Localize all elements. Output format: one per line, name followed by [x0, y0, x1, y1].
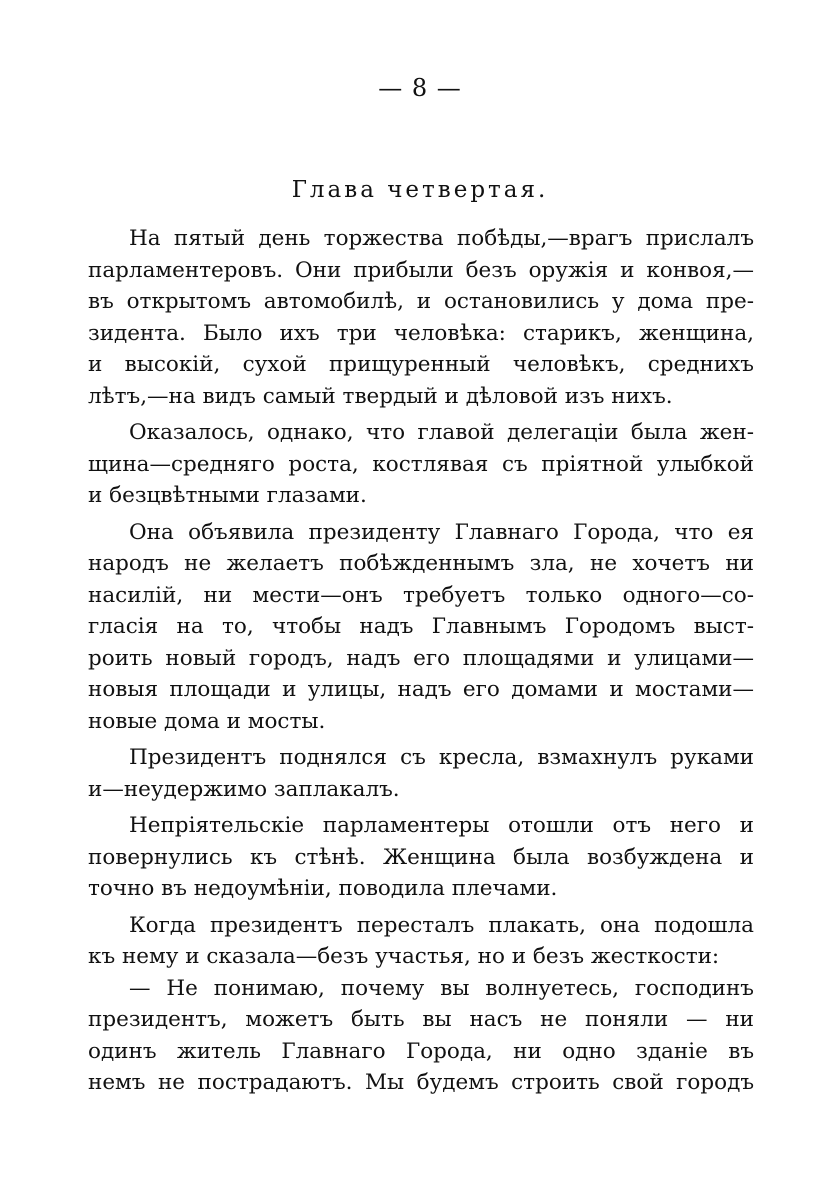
- text-line: парламентеровъ. Они прибыли безъ оружія и конвоя,—: [88, 257, 754, 283]
- text-line: лѣтъ,—на видъ самый твердый и дѣловой изъ нихъ.: [88, 383, 673, 409]
- text-line: немъ не пострадаютъ. Мы будемъ строить свой городъ: [88, 1070, 754, 1095]
- text-line: и высокій, сухой прищуренный человѣкъ, среднихъ: [88, 352, 754, 377]
- paragraph-7: [88, 973, 754, 1099]
- text-line: Президентъ поднялся съ кресла, взмахнулъ руками: [129, 745, 754, 770]
- text-line: Оказалось, однако, что главой делегаціи была жен-: [129, 420, 754, 445]
- text-line: роить новый городъ, надъ его площадями и улицами—: [88, 645, 754, 671]
- text-line: Когда президентъ пересталъ плакать, она подошла: [129, 912, 754, 938]
- page-number: — 8 —: [378, 74, 462, 102]
- text-line: Она объявила президенту Главнаго Города, что ея: [129, 519, 754, 545]
- text-line: Непріятельскіе парламентеры отошли отъ него и: [129, 813, 754, 838]
- text-line: президентъ, можетъ быть вы насъ не поняли — ни: [88, 1007, 754, 1032]
- text-line: новыя площади и улицы, надъ его домами и мостами—: [88, 677, 754, 702]
- text-line: На пятый день торжества побѣды,—врагъ прислалъ: [129, 226, 754, 251]
- text-line: новые дома и мосты.: [88, 708, 326, 734]
- chapter-title: Глава четвертая.: [291, 177, 549, 203]
- body-text: [88, 223, 754, 1099]
- text-line: народъ не желаетъ побѣжденнымъ зла, не хочетъ ни: [88, 551, 754, 576]
- text-line: къ нему и сказала—безъ участья, но и безъ жесткости:: [88, 944, 720, 969]
- text-line: повернулись къ стѣнѣ. Женщина была возбуждена и: [88, 844, 754, 870]
- text-line: и безцвѣтными глазами.: [88, 483, 367, 508]
- text-line: и—неудержимо заплакалъ.: [88, 776, 400, 802]
- paragraph-5: [88, 810, 754, 905]
- paragraph-6: [88, 910, 754, 973]
- text-line: щина—средняго роста, костлявая съ пріятной улыбкой: [88, 451, 754, 477]
- text-line: — Не понимаю, почему вы волнуетесь, господинъ: [129, 975, 754, 1001]
- paragraph-2: [88, 417, 754, 512]
- text-line: точно въ недоумѣніи, поводила плечами.: [88, 876, 558, 901]
- text-line: насилій, ни мести—онъ требуетъ только одного—со-: [88, 582, 754, 608]
- paragraph-3: [88, 517, 754, 738]
- text-line: въ открытомъ автомобилѣ, и остановились у дома пре-: [88, 289, 754, 314]
- text-line: гласія на то, чтобы надъ Главнымъ Городомъ выст-: [88, 614, 754, 639]
- paragraph-4: [88, 742, 754, 805]
- paragraph-1: [88, 223, 754, 412]
- text-line: зидента. Было ихъ три человѣка: старикъ, женщина,: [88, 320, 754, 346]
- text-line: одинъ житель Главнаго Города, ни одно зданіе въ: [88, 1038, 754, 1064]
